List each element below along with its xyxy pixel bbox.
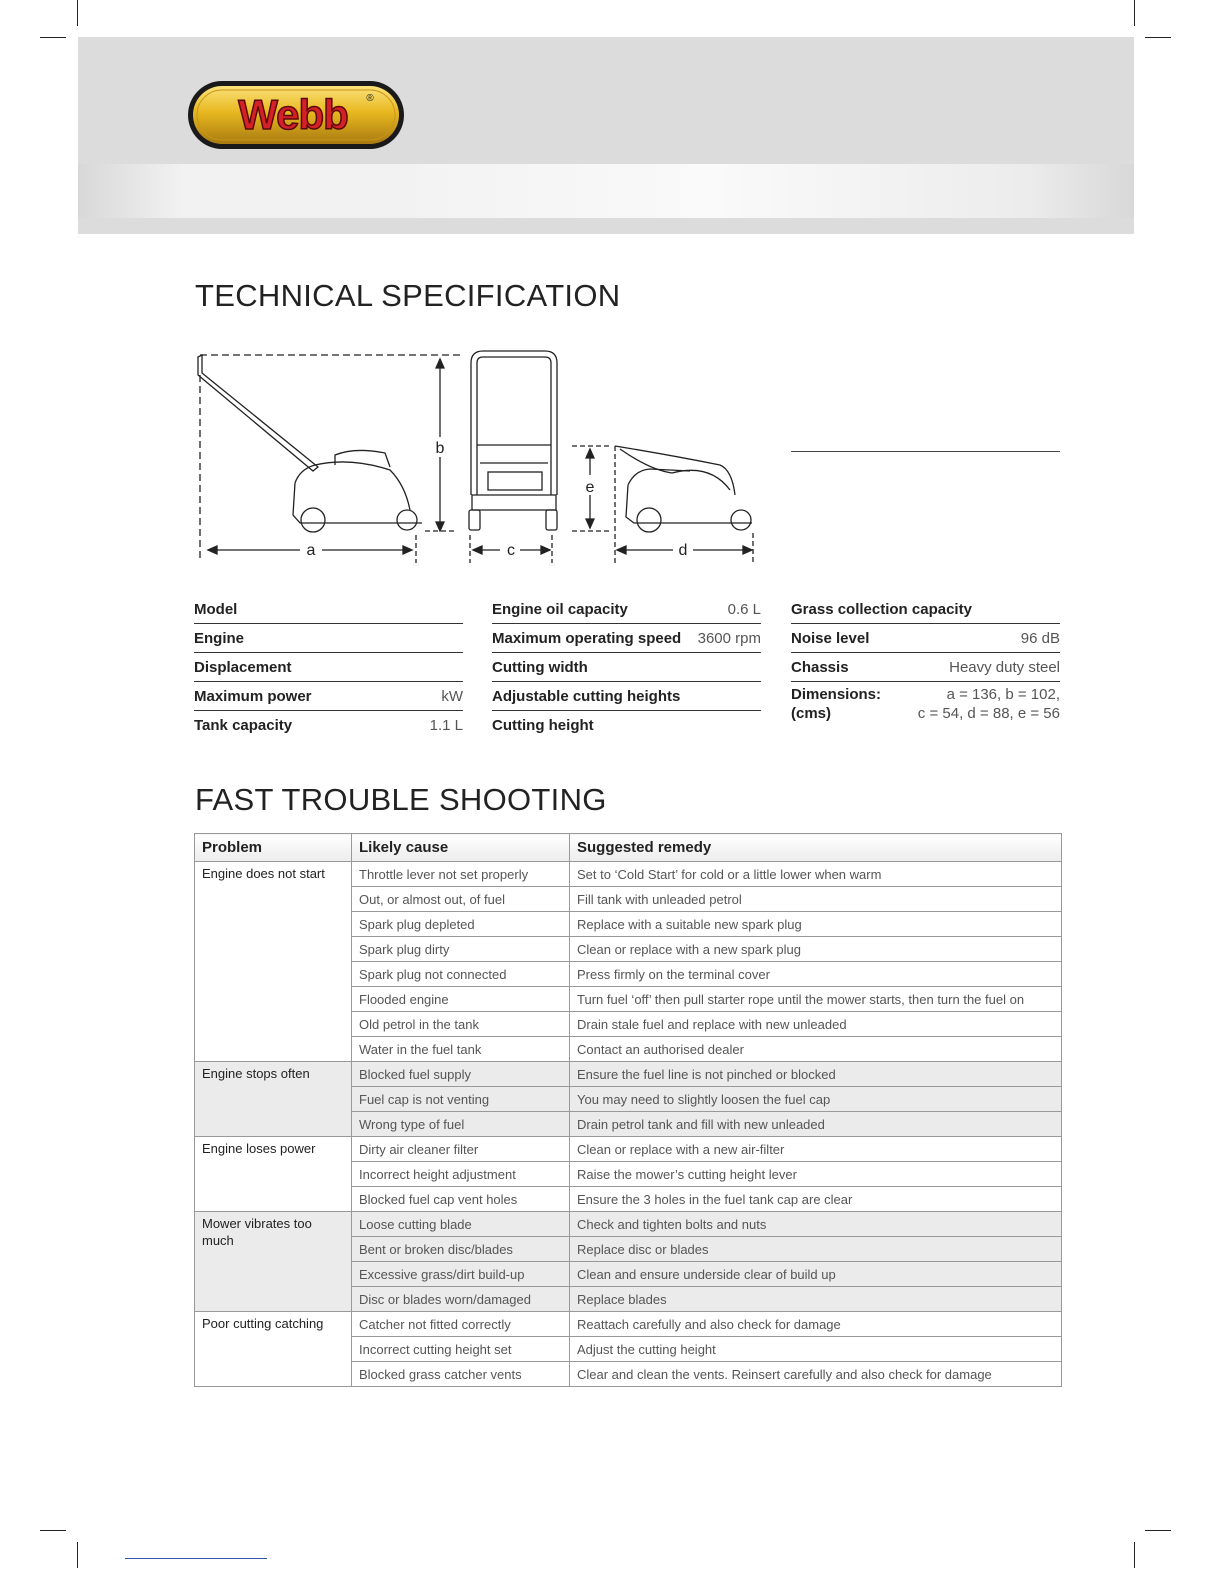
cause-cell: Loose cutting blade: [352, 1212, 570, 1237]
cause-cell: Out, or almost out, of fuel: [352, 887, 570, 912]
remedy-cell: Fill tank with unleaded petrol: [570, 887, 1062, 912]
cause-cell: Dirty air cleaner filter: [352, 1137, 570, 1162]
remedy-cell: Clear and clean the vents. Reinsert carefully and also check for damage: [570, 1362, 1062, 1387]
crop-mark: [1134, 1542, 1135, 1568]
table-row: [195, 1212, 1062, 1237]
spec-label: [791, 683, 881, 723]
troubleshooting-table: [194, 833, 1062, 1387]
problem-cell: Poor cutting catching: [195, 1312, 352, 1387]
troubleshooting-title: FAST TROUBLE SHOOTING: [195, 782, 607, 817]
remedy-cell: Raise the mower’s cutting height lever: [570, 1162, 1062, 1187]
table-row: [195, 1062, 1062, 1087]
spec-value: 3600 rpm: [697, 630, 761, 647]
crop-mark: [77, 0, 78, 26]
remedy-cell: Replace with a suitable new spark plug: [570, 912, 1062, 937]
registered-mark: ®: [366, 93, 374, 104]
cause-cell: Blocked fuel cap vent holes: [352, 1187, 570, 1212]
spec-label: Noise level: [791, 630, 870, 647]
spec-row: [194, 683, 463, 711]
dimension-b: [425, 359, 455, 531]
logo-text: Webb: [238, 91, 348, 138]
remedy-cell: Adjust the cutting height: [570, 1337, 1062, 1362]
cause-cell: Spark plug depleted: [352, 912, 570, 937]
spec-row: [194, 625, 463, 653]
header-remedy: Suggested remedy: [570, 834, 1062, 862]
cause-cell: Blocked fuel supply: [352, 1062, 570, 1087]
spec-value: kW: [441, 688, 463, 705]
spec-label: Model: [194, 601, 238, 618]
cause-cell: Spark plug not connected: [352, 962, 570, 987]
dimensions-unit: (cms): [791, 705, 832, 722]
dim-label-e: e: [585, 479, 595, 496]
cause-cell: Throttle lever not set properly: [352, 862, 570, 887]
problem-cell: Mower vibrates too much: [195, 1212, 352, 1312]
cause-cell: Catcher not fitted correctly: [352, 1312, 570, 1337]
webb-logo: [186, 79, 408, 151]
remedy-cell: Clean and ensure underside clear of build up: [570, 1262, 1062, 1287]
remedy-cell: Reattach carefully and also check for damage: [570, 1312, 1062, 1337]
table-row: [195, 1137, 1062, 1162]
cause-cell: Blocked grass catcher vents: [352, 1362, 570, 1387]
spec-label: Adjustable cutting heights: [492, 688, 681, 705]
cause-cell: Disc or blades worn/damaged: [352, 1287, 570, 1312]
tech-spec-title: TECHNICAL SPECIFICATION: [195, 278, 621, 313]
spec-row: [194, 654, 463, 682]
dim-label-d: d: [678, 542, 688, 559]
spec-row: [492, 654, 761, 682]
remedy-cell: Drain petrol tank and fill with new unleaded: [570, 1112, 1062, 1137]
spec-value: 0.6 L: [727, 601, 761, 618]
remedy-cell: Turn fuel ‘off’ then pull starter rope until the mower starts, then turn the fuel on: [570, 987, 1062, 1012]
remedy-cell: Clean or replace with a new spark plug: [570, 937, 1062, 962]
table-header-row: [195, 834, 1062, 862]
remedy-cell: Press firmly on the terminal cover: [570, 962, 1062, 987]
spec-value: [918, 683, 1060, 723]
spec-label: Grass collection capacity: [791, 601, 972, 618]
spec-row: [791, 625, 1060, 653]
remedy-cell: Ensure the 3 holes in the fuel tank cap are clear: [570, 1187, 1062, 1212]
remedy-cell: Contact an authorised dealer: [570, 1037, 1062, 1062]
dimensions-value-line2: c = 54, d = 88, e = 56: [917, 705, 1060, 722]
dimension-c: [473, 542, 550, 559]
spec-row: [492, 596, 761, 624]
remedy-cell: Check and tighten bolts and nuts: [570, 1212, 1062, 1237]
dimensions-value-line1: a = 136, b = 102,: [946, 686, 1060, 703]
cause-cell: Wrong type of fuel: [352, 1112, 570, 1137]
spec-label: Chassis: [791, 659, 849, 676]
problem-cell: Engine loses power: [195, 1137, 352, 1212]
header-band: [78, 164, 1134, 218]
spec-column-3: [791, 596, 1060, 728]
crop-mark: [40, 37, 66, 38]
crop-mark: [1134, 0, 1135, 26]
spec-row: [791, 596, 1060, 624]
remedy-cell: Ensure the fuel line is not pinched or blocked: [570, 1062, 1062, 1087]
cause-cell: Spark plug dirty: [352, 937, 570, 962]
spec-value: Heavy duty steel: [949, 659, 1060, 676]
cause-cell: Flooded engine: [352, 987, 570, 1012]
spec-label: Engine oil capacity: [492, 601, 628, 618]
cause-cell: Fuel cap is not venting: [352, 1087, 570, 1112]
spec-row: [194, 712, 463, 740]
cause-cell: Old petrol in the tank: [352, 1012, 570, 1037]
dimension-a: [208, 542, 412, 559]
spec-row: [791, 654, 1060, 682]
dimensions-label: Dimensions:: [791, 686, 882, 703]
cause-cell: Bent or broken disc/blades: [352, 1237, 570, 1262]
spec-label: Cutting width: [492, 659, 588, 676]
remedy-cell: You may need to slightly loosen the fuel cap: [570, 1087, 1062, 1112]
spec-row: [492, 625, 761, 653]
remedy-cell: Replace blades: [570, 1287, 1062, 1312]
crop-mark: [40, 1530, 66, 1531]
page-header: [78, 37, 1134, 234]
mower-side-view: [198, 355, 460, 563]
dimension-e: [572, 446, 615, 563]
spec-label: Displacement: [194, 659, 292, 676]
remedy-cell: Clean or replace with a new air-filter: [570, 1137, 1062, 1162]
remedy-cell: Replace disc or blades: [570, 1237, 1062, 1262]
mower-front-view: [469, 351, 557, 563]
problem-cell: Engine does not start: [195, 862, 352, 1062]
spec-label: Tank capacity: [194, 717, 293, 734]
spec-row: [492, 683, 761, 711]
table-row: [195, 862, 1062, 887]
dim-label-a: a: [306, 542, 316, 559]
cause-cell: Incorrect cutting height set: [352, 1337, 570, 1362]
spec-value: 96 dB: [1020, 630, 1060, 647]
dimension-d: [617, 542, 752, 559]
spec-column-1: [194, 596, 463, 741]
table-row: [195, 1312, 1062, 1337]
crop-mark: [1145, 37, 1171, 38]
dim-label-c: c: [507, 542, 515, 559]
mower-dimension-diagram: [190, 345, 770, 570]
footer-link-underline[interactable]: [125, 1558, 267, 1559]
cause-cell: Excessive grass/dirt build-up: [352, 1262, 570, 1287]
spec-row: [194, 596, 463, 624]
remedy-cell: Set to ‘Cold Start’ for cold or a little lower when warm: [570, 862, 1062, 887]
spec-label: Cutting height: [492, 717, 594, 734]
problem-cell: Engine stops often: [195, 1062, 352, 1137]
header-problem: Problem: [195, 834, 352, 862]
spec-row-dimensions: [791, 683, 1060, 727]
crop-mark: [1145, 1530, 1171, 1531]
header-cause: Likely cause: [352, 834, 570, 862]
spec-label: Maximum operating speed: [492, 630, 682, 647]
spec-column-2: [492, 596, 761, 741]
crop-mark: [77, 1542, 78, 1568]
dim-label-b: b: [435, 440, 445, 457]
remedy-cell: Drain stale fuel and replace with new unleaded: [570, 1012, 1062, 1037]
diagram-rule: [791, 451, 1060, 452]
cause-cell: Incorrect height adjustment: [352, 1162, 570, 1187]
spec-label: Maximum power: [194, 688, 312, 705]
spec-label: Engine: [194, 630, 245, 647]
spec-row: [492, 712, 761, 740]
cause-cell: Water in the fuel tank: [352, 1037, 570, 1062]
spec-value: 1.1 L: [429, 717, 463, 734]
